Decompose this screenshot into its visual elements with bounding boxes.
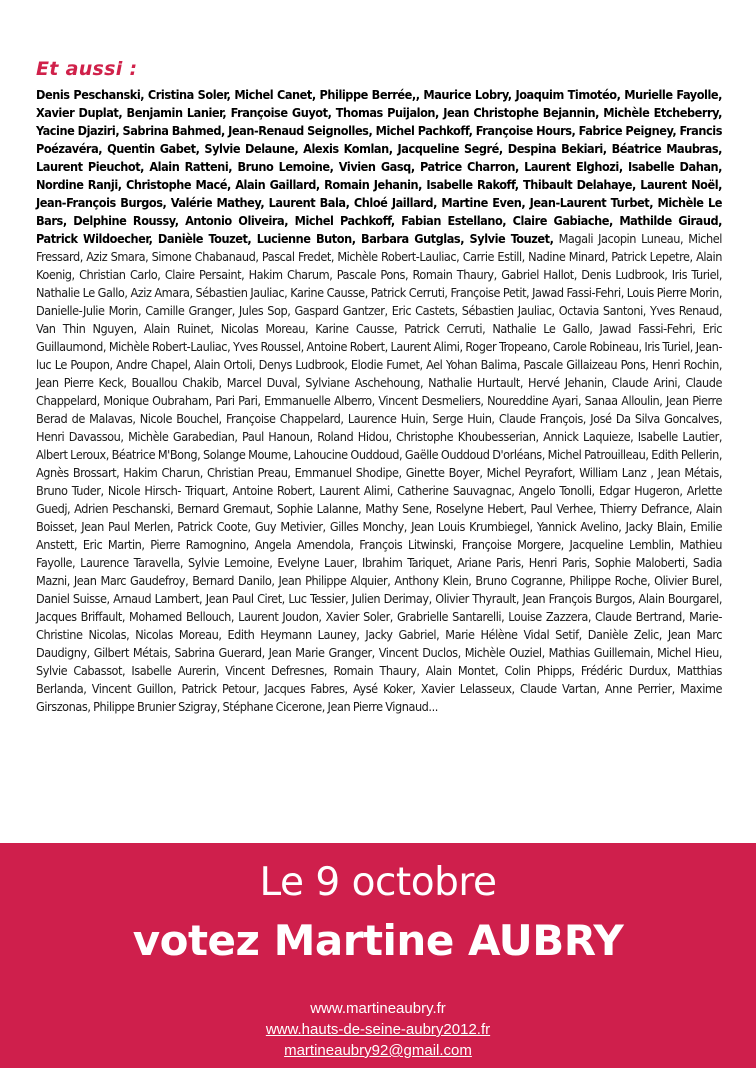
- email-link[interactable]: martineaubry92@gmail.com: [284, 1042, 472, 1059]
- hauts-de-seine-website-link[interactable]: www.hauts-de-seine-aubry2012.fr: [265, 1021, 491, 1038]
- footer-banner: [0, 843, 756, 1068]
- supporters-section: [36, 58, 722, 716]
- bold-supporters-names: Denis Peschanski, Cristina Soler, Michel Canet, Philippe Berrée,, Maurice Lobry, Joaquim Timotéo, Murielle Fayolle, Xavier Duplat, Benjamin Lanier, Françoise Guyot, Thomas Puijalon, Jean Christophe Bejannin, Michèle Etcheberry, Yacine Djaziri, Sabrina Bahmed, Jean-Renaud Seignolles, Michel Pachkoff, Françoise Hours, Fabrice Peigney, Francis Poézavéra, Quentin Gabet, Sylvie Delaune, Alexis Komlan, Jacqueline Segré, Despina Bekiari, Béatrice Maubras, Laurent Pieuchot, Alain Ratteni, Bruno Lemoine, Vivien Gasq, Patrice Charron, Laurent Elghozi, Isabelle Dahan, Nordine Ranji, Christophe Macé, Alain Gaillard, Romain Jehanin, Isabelle Rakoff, Thibault Delahaye, Laurent Noël, Jean-François Burgos, Valérie Mathey, Laurent Bala, Chloé Jaillard, Martine Even, Jean-Laurent Turbet, Michèle Le Bars, Delphine Roussy, Antonio Oliveira, Michel Pachkoff, Fabian Estellano, Claire Gabiache, Mathilde Giraud, Patrick Wildoecher, Danièle Touzet, Lucienne Buton, Barbara Gutglas, Sylvie Touzet,: [36, 87, 722, 246]
- website-link[interactable]: www.martineaubry.fr: [310, 1000, 446, 1017]
- election-date: Le 9 octobre: [259, 860, 497, 905]
- footer-links: [0, 998, 756, 1061]
- regular-supporters-names: Magali Jacopin Luneau, Michel Fressard, Aziz Smara, Simone Chabanaud, Pascal Fredet, Michèle Robert-Lauliac, Carrie Estill, Nadine Minard, Patrick Lepetre, Alain Koenig, Christian Carlo, Claire Persaint, Hakim Charum, Pascale Pons, Romain Thaury, Gabriel Hallot, Denis Ludbrook, Iris Turiel, Nathalie Le Gallo, Aziz Amara, Sébastien Jauliac, Karine Causse, Patrick Cerruti, Françoise Petit, Jawad Fassi-Fehri, Louis Pierre Morin, Danielle-Julie Morin, Camille Granger, Jules Sop, Gaspard Gantzer, Eric Castets, Sébastien Jauliac, Octavia Santoni, Yves Renaud, Van Thin Nguyen, Alain Ruinet, Nicolas Moreau, Karine Causse, Patrick Cerruti, Nathalie Le Gallo, Jawad Fassi-Fehri, Eric Guillaumond, Michèle Robert-Lauliac, Yves Roussel, Antoine Robert, Laurent Alimi, Roger Tropeano, Carole Robineau, Iris Turiel, Jean-luc Le Poupon, Andre Chapel, Alain Ortoli, Denys Ludbrook, Elodie Fumet, Ael Yohan Balima, Pascale Gillaizeau Pons, Henri Rochin, Jean Pierre Keck, Bouallou Chakib, Marcel Duval, Sylviane Aschehoung, Nathalie Hurtault, Hervé Jehanin, Claude Arini, Claude Chappelard, Monique Oubraham, Pari Pari, Emmanuelle Alberro, Vincent Desmeliers, Noureddine Ayari, Sanaa Alloulin, Jean Pierre Berad de Malavas, Nicole Bouchel, Françoise Chappelard, Laurence Huin, Serge Huin, Claude François, José Da Silva Goncalves, Henri Davassou, Michèle Garabedian, Paul Hanoun, Roland Hidou, Christophe Khoubesserian, Annick Laquieze, Isabelle Lautier, Albert Leroux, Béatrice M'Bong, Solange Moume, Lahoucine Ouddoud, Gaëlle Ouddoud D'orléans, Michel Patrouilleau, Edith Pellerin, Agnès Brossart, Hakim Charun, Christian Preau, Emmanuel Shodipe, Ginette Boyer, Michel Peyrafort, William Lanz , Jean Métais, Bruno Tuder, Nicole Hirsch- Triquart, Antoine Robert, Laurent Alimi, Catherine Sauvagnac, Angelo Tonolli, Edgar Hugeron, Arlette Guedj, Adrien Peschanski, Bernard Gremaut, Sophie Lalanne, Mathy Sene, Roselyne Hebert, Paul Verhee, Thierry Defrance, Alain Boisset, Jean Paul Merlen, Patrick Coote, Guy Metivier, Gilles Monchy, Jean Louis Krumbiegel, Yannick Avelino, Jacky Blain, Emilie Anstett, Eric Martin, Pierre Ramognino, Angela Amendola, François Litwinski, Françoise Morgere, Jacqueline Lemblin, Mathieu Fayolle, Laurence Taravella, Sylvie Lemoine, Evelyne Lauer, Ibrahim Tariquet, Ariane Paris, Henri Paris, Sophie Maloberti, Sadia Mazni, Jean Marc Gaudefroy, Bernard Danilo, Jean Philippe Alquier, Anthony Klein, Bruno Cogranne, Philippe Roche, Olivier Burel, Daniel Suisse, Arnaud Lambert, Jean Paul Ciret, Luc Tessier, Julien Derimay, Olivier Thyrault, Jean François Burgos, Alain Bourgarel, Jacques Briffault, Mohamed Bellouch, Laurent Joudon, Xavier Soler, Grabrielle Santarelli, Louise Zazzera, Claude Bertrand, Marie-Christine Nicolas, Nicolas Moreau, Edith Heymann Launey, Jacky Gabriel, Marie Hélène Vidal Setif, Danièle Zelic, Jean Marc Daudigny, Gilbert Métais, Sabrina Guerard, Jean Marie Granger, Vincent Duclos, Michèle Ouziel, Mathias Guillemain, Michel Hieu, Sylvie Cabassot, Isabelle Aurerin, Vincent Defresnes, Romain Thaury, Alain Montet, Colin Phipps, Frédéric Durdux, Matthias Berlanda, Vincent Guillon, Patrick Petour, Jacques Fabres, Aysé Koker, Xavier Lelasseux, Claude Vartan, Anne Perrier, Maxime Girszonas, Philippe Brunier Szigray, Stéphane Cicerone, Jean Pierre Vignaud...: [36, 231, 722, 714]
- supporters-list: [36, 86, 722, 716]
- vote-call-to-action: votez Martine AUBRY: [132, 916, 624, 965]
- section-heading: Et aussi :: [36, 58, 138, 80]
